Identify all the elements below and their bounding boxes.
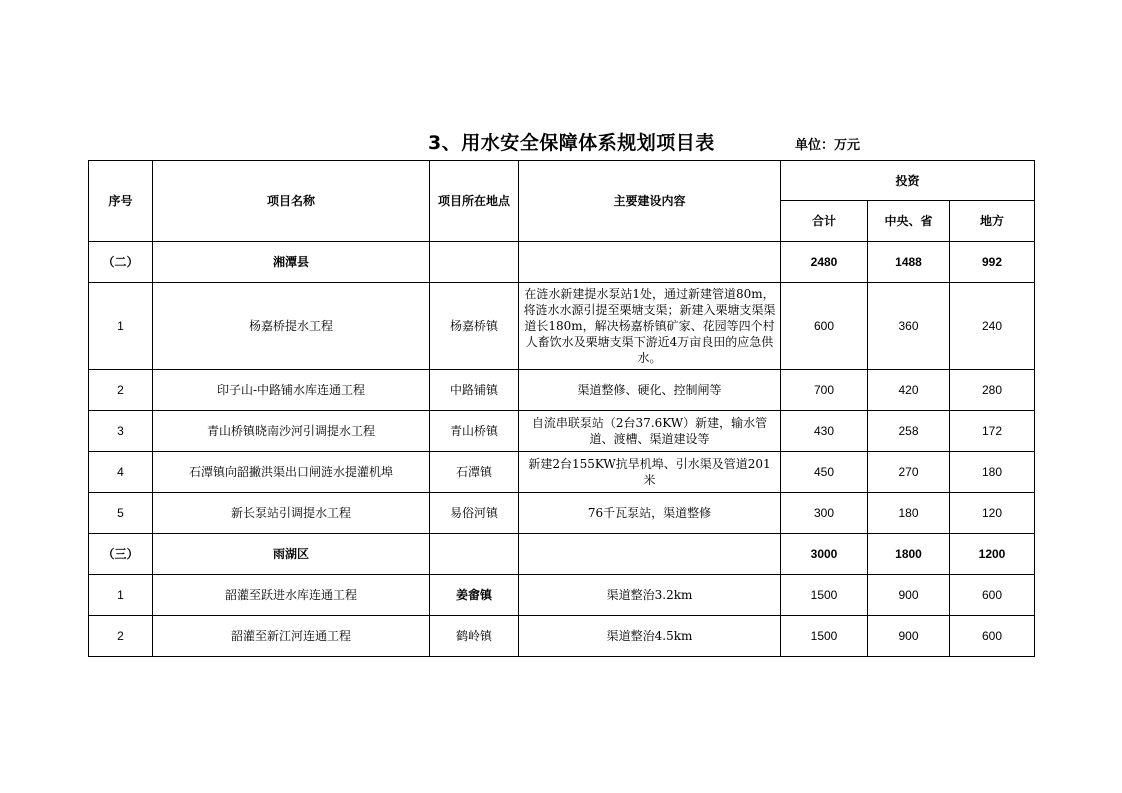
row-location: 青山桥镇 [430, 411, 519, 452]
header-local: 地方 [950, 201, 1035, 242]
table-row [89, 616, 1035, 657]
table-row [89, 370, 1035, 411]
row-local: 172 [950, 411, 1035, 452]
row-local: 280 [950, 370, 1035, 411]
header-seq: 序号 [89, 161, 153, 242]
row-name: 韶灌至跃进水库连通工程 [153, 575, 430, 616]
row-name: 杨嘉桥提水工程 [153, 283, 430, 370]
row-total: 700 [781, 370, 868, 411]
section-content [519, 242, 781, 283]
row-seq: 4 [89, 452, 153, 493]
row-local: 180 [950, 452, 1035, 493]
section-name: 雨湖区 [153, 534, 430, 575]
row-content: 自流串联泵站（2台37.6KW）新建，输水管道、渡槽、渠道建设等 [519, 411, 781, 452]
section-local: 1200 [950, 534, 1035, 575]
page-title: 3、用水安全保障体系规划项目表 [428, 132, 715, 154]
section-row [89, 534, 1035, 575]
row-content: 渠道整治4.5km [519, 616, 781, 657]
section-content [519, 534, 781, 575]
row-total: 600 [781, 283, 868, 370]
row-name: 印子山-中路铺水库连通工程 [153, 370, 430, 411]
unit-label: 单位：万元 [795, 138, 861, 153]
row-central: 420 [868, 370, 950, 411]
row-seq: 3 [89, 411, 153, 452]
header-total: 合计 [781, 201, 868, 242]
header-name: 项目名称 [153, 161, 430, 242]
row-content: 渠道整治3.2km [519, 575, 781, 616]
section-location [430, 242, 519, 283]
row-name: 韶灌至新江河连通工程 [153, 616, 430, 657]
row-location: 中路铺镇 [430, 370, 519, 411]
section-location [430, 534, 519, 575]
table-row [89, 575, 1035, 616]
row-content: 渠道整修、硬化、控制闸等 [519, 370, 781, 411]
section-central: 1488 [868, 242, 950, 283]
row-content: 76千瓦泵站，渠道整修 [519, 493, 781, 534]
row-central: 270 [868, 452, 950, 493]
row-local: 600 [950, 575, 1035, 616]
row-local: 240 [950, 283, 1035, 370]
row-seq: 1 [89, 283, 153, 370]
row-local: 600 [950, 616, 1035, 657]
header-investment: 投资 [781, 161, 1035, 201]
row-location: 姜畬镇 [430, 575, 519, 616]
section-seq: （三） [89, 534, 153, 575]
row-total: 300 [781, 493, 868, 534]
row-seq: 1 [89, 575, 153, 616]
row-content: 新建2台155KW抗旱机埠、引水渠及管道201米 [519, 452, 781, 493]
header-central: 中央、省 [868, 201, 950, 242]
row-location: 鹤岭镇 [430, 616, 519, 657]
section-total: 2480 [781, 242, 868, 283]
table-row [89, 493, 1035, 534]
section-local: 992 [950, 242, 1035, 283]
row-seq: 2 [89, 370, 153, 411]
row-seq: 2 [89, 616, 153, 657]
row-local: 120 [950, 493, 1035, 534]
section-row [89, 242, 1035, 283]
section-total: 3000 [781, 534, 868, 575]
row-total: 1500 [781, 616, 868, 657]
row-total: 430 [781, 411, 868, 452]
row-name: 石潭镇向韶撇洪渠出口闸涟水提灌机埠 [153, 452, 430, 493]
row-content: 在涟水新建提水泵站1处，通过新建管道80m，将涟水水源引提至栗塘支渠；新建入栗塘支渠渠道长180m，解决杨嘉桥镇矿家、花园等四个村人畜饮水及栗塘支渠下游近4万亩良田的应急供水。 [519, 283, 781, 370]
row-central: 360 [868, 283, 950, 370]
row-total: 1500 [781, 575, 868, 616]
row-name: 新长泵站引调提水工程 [153, 493, 430, 534]
table-row [89, 411, 1035, 452]
table-row [89, 452, 1035, 493]
section-seq: （二） [89, 242, 153, 283]
header-content: 主要建设内容 [519, 161, 781, 242]
row-central: 258 [868, 411, 950, 452]
row-location: 易俗河镇 [430, 493, 519, 534]
project-table [88, 160, 1035, 657]
section-name: 湘潭县 [153, 242, 430, 283]
header-location: 项目所在地点 [430, 161, 519, 242]
row-central: 900 [868, 616, 950, 657]
row-seq: 5 [89, 493, 153, 534]
section-central: 1800 [868, 534, 950, 575]
row-central: 900 [868, 575, 950, 616]
row-central: 180 [868, 493, 950, 534]
row-location: 石潭镇 [430, 452, 519, 493]
row-location: 杨嘉桥镇 [430, 283, 519, 370]
table-row [89, 283, 1035, 370]
row-name: 青山桥镇晓南沙河引调提水工程 [153, 411, 430, 452]
row-total: 450 [781, 452, 868, 493]
